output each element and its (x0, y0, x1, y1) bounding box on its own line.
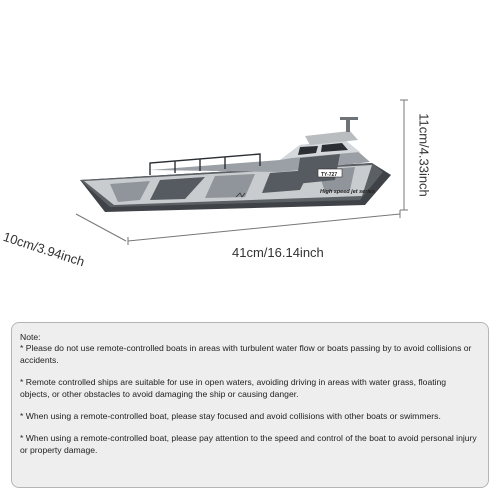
width-dimension-line (76, 214, 126, 241)
height-dimension-label (414, 100, 434, 210)
width-dimension-label: 10cm/3.94inch (1, 229, 87, 270)
note-item: * When using a remote-controlled boat, please pay attention to the speed and control of the boat to avoid personal injury or property damage. (20, 433, 477, 455)
length-dimension-line (128, 214, 400, 241)
boat-side-text: High speed jet series (320, 189, 376, 195)
note-item: * Please do not use remote-controlled boats in areas with turbulent water flow or boats passing by to avoid collisions or accidents. (20, 343, 472, 365)
height-dimension-text: 11cm/4.33inch (416, 113, 432, 197)
note-item: * When using a remote-controlled boat, please stay focused and avoid collisions with other boats or swimmers. (20, 411, 441, 422)
length-dimension-label: 41cm/16.14inch (232, 245, 324, 260)
note-box (11, 322, 489, 488)
note-title: Note: (20, 332, 41, 342)
boat-model-tag: TY-727 (321, 172, 338, 178)
note-item: * Remote controlled ships are suitable for use in open waters, avoiding driving in areas with water grass, floating objects, or other obstacles to avoid damaging the ship or causing danger. (20, 377, 447, 399)
